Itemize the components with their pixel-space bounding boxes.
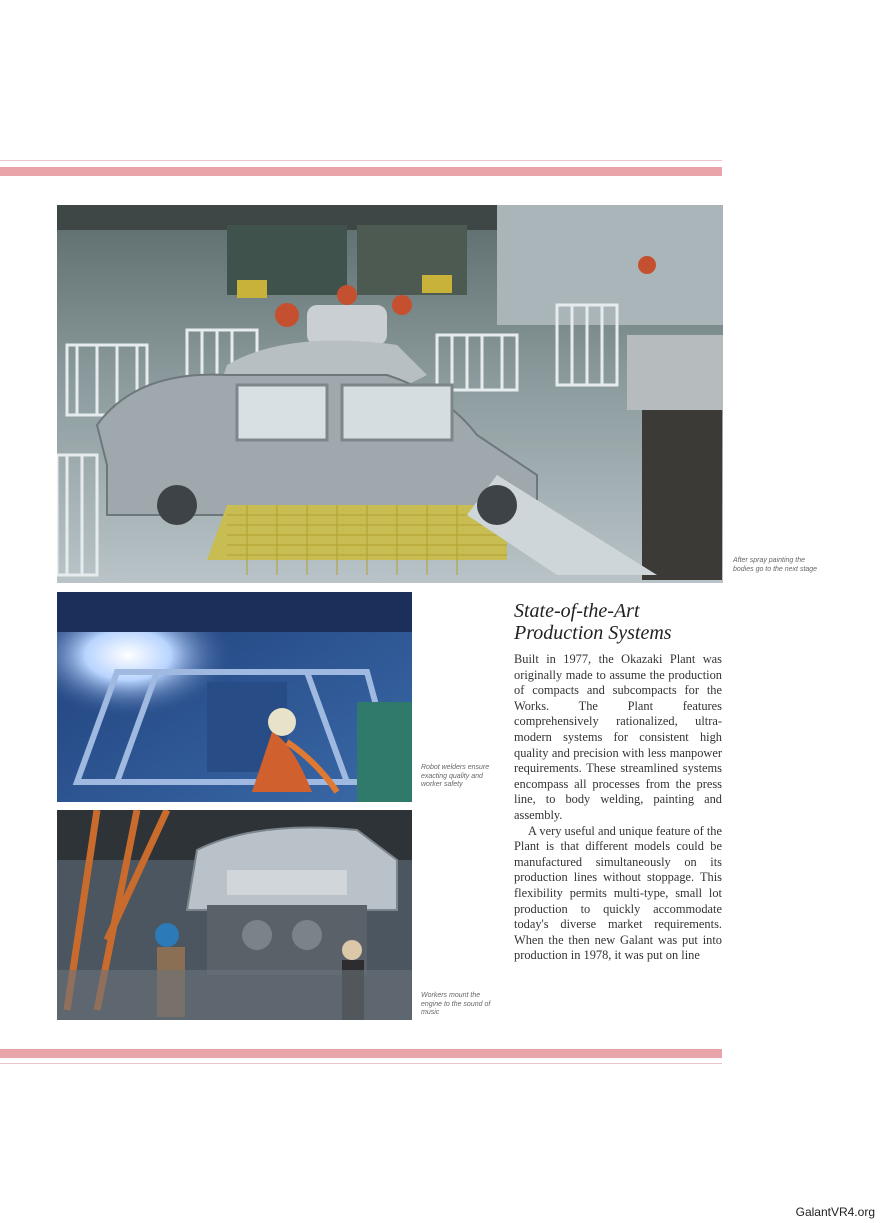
article-paragraph: Built in 1977, the Okazaki Plant was originally made to assume the production of compacts and subcompacts for the Works. The Plant features comprehensively rationalized, ultra-modern systems for consistent high quality and precision with less manpower requirements. These streamlined systems encompass all processes from the press line, to body welding, painting and assembly. (514, 652, 722, 822)
engine-photo-caption: Workers mount the engine to the sound of music (421, 992, 491, 1016)
engine-mount-photo (57, 810, 412, 1020)
robot-welders-photo (57, 592, 412, 802)
article-body (514, 652, 722, 964)
headline-line-1: State-of-the-Art (514, 600, 640, 622)
bottom-thin-rule (0, 1063, 722, 1064)
article (514, 600, 722, 964)
top-pink-rule (0, 167, 722, 176)
article-paragraph: A very useful and unique feature of the Plant is that different models could be manufactured simultaneously on its production lines without stoppage. This flexibility permits multi-type, small lot production to quickly accommodate today's diverse market requirements. When the then new Galant was put into production in 1978, it was put on line (514, 823, 722, 963)
top-thin-rule (0, 160, 722, 161)
welders-photo-caption: Robot welders ensure exacting quality and worker safety (421, 764, 490, 788)
assembly-line-photo (57, 205, 723, 583)
bottom-pink-rule (0, 1049, 722, 1058)
article-headline (514, 600, 722, 644)
headline-line-2: Production Systems (514, 622, 672, 644)
site-watermark: GalantVR4.org (795, 1205, 875, 1219)
main-photo-caption: After spray painting the bodies go to the next stage (733, 557, 818, 573)
